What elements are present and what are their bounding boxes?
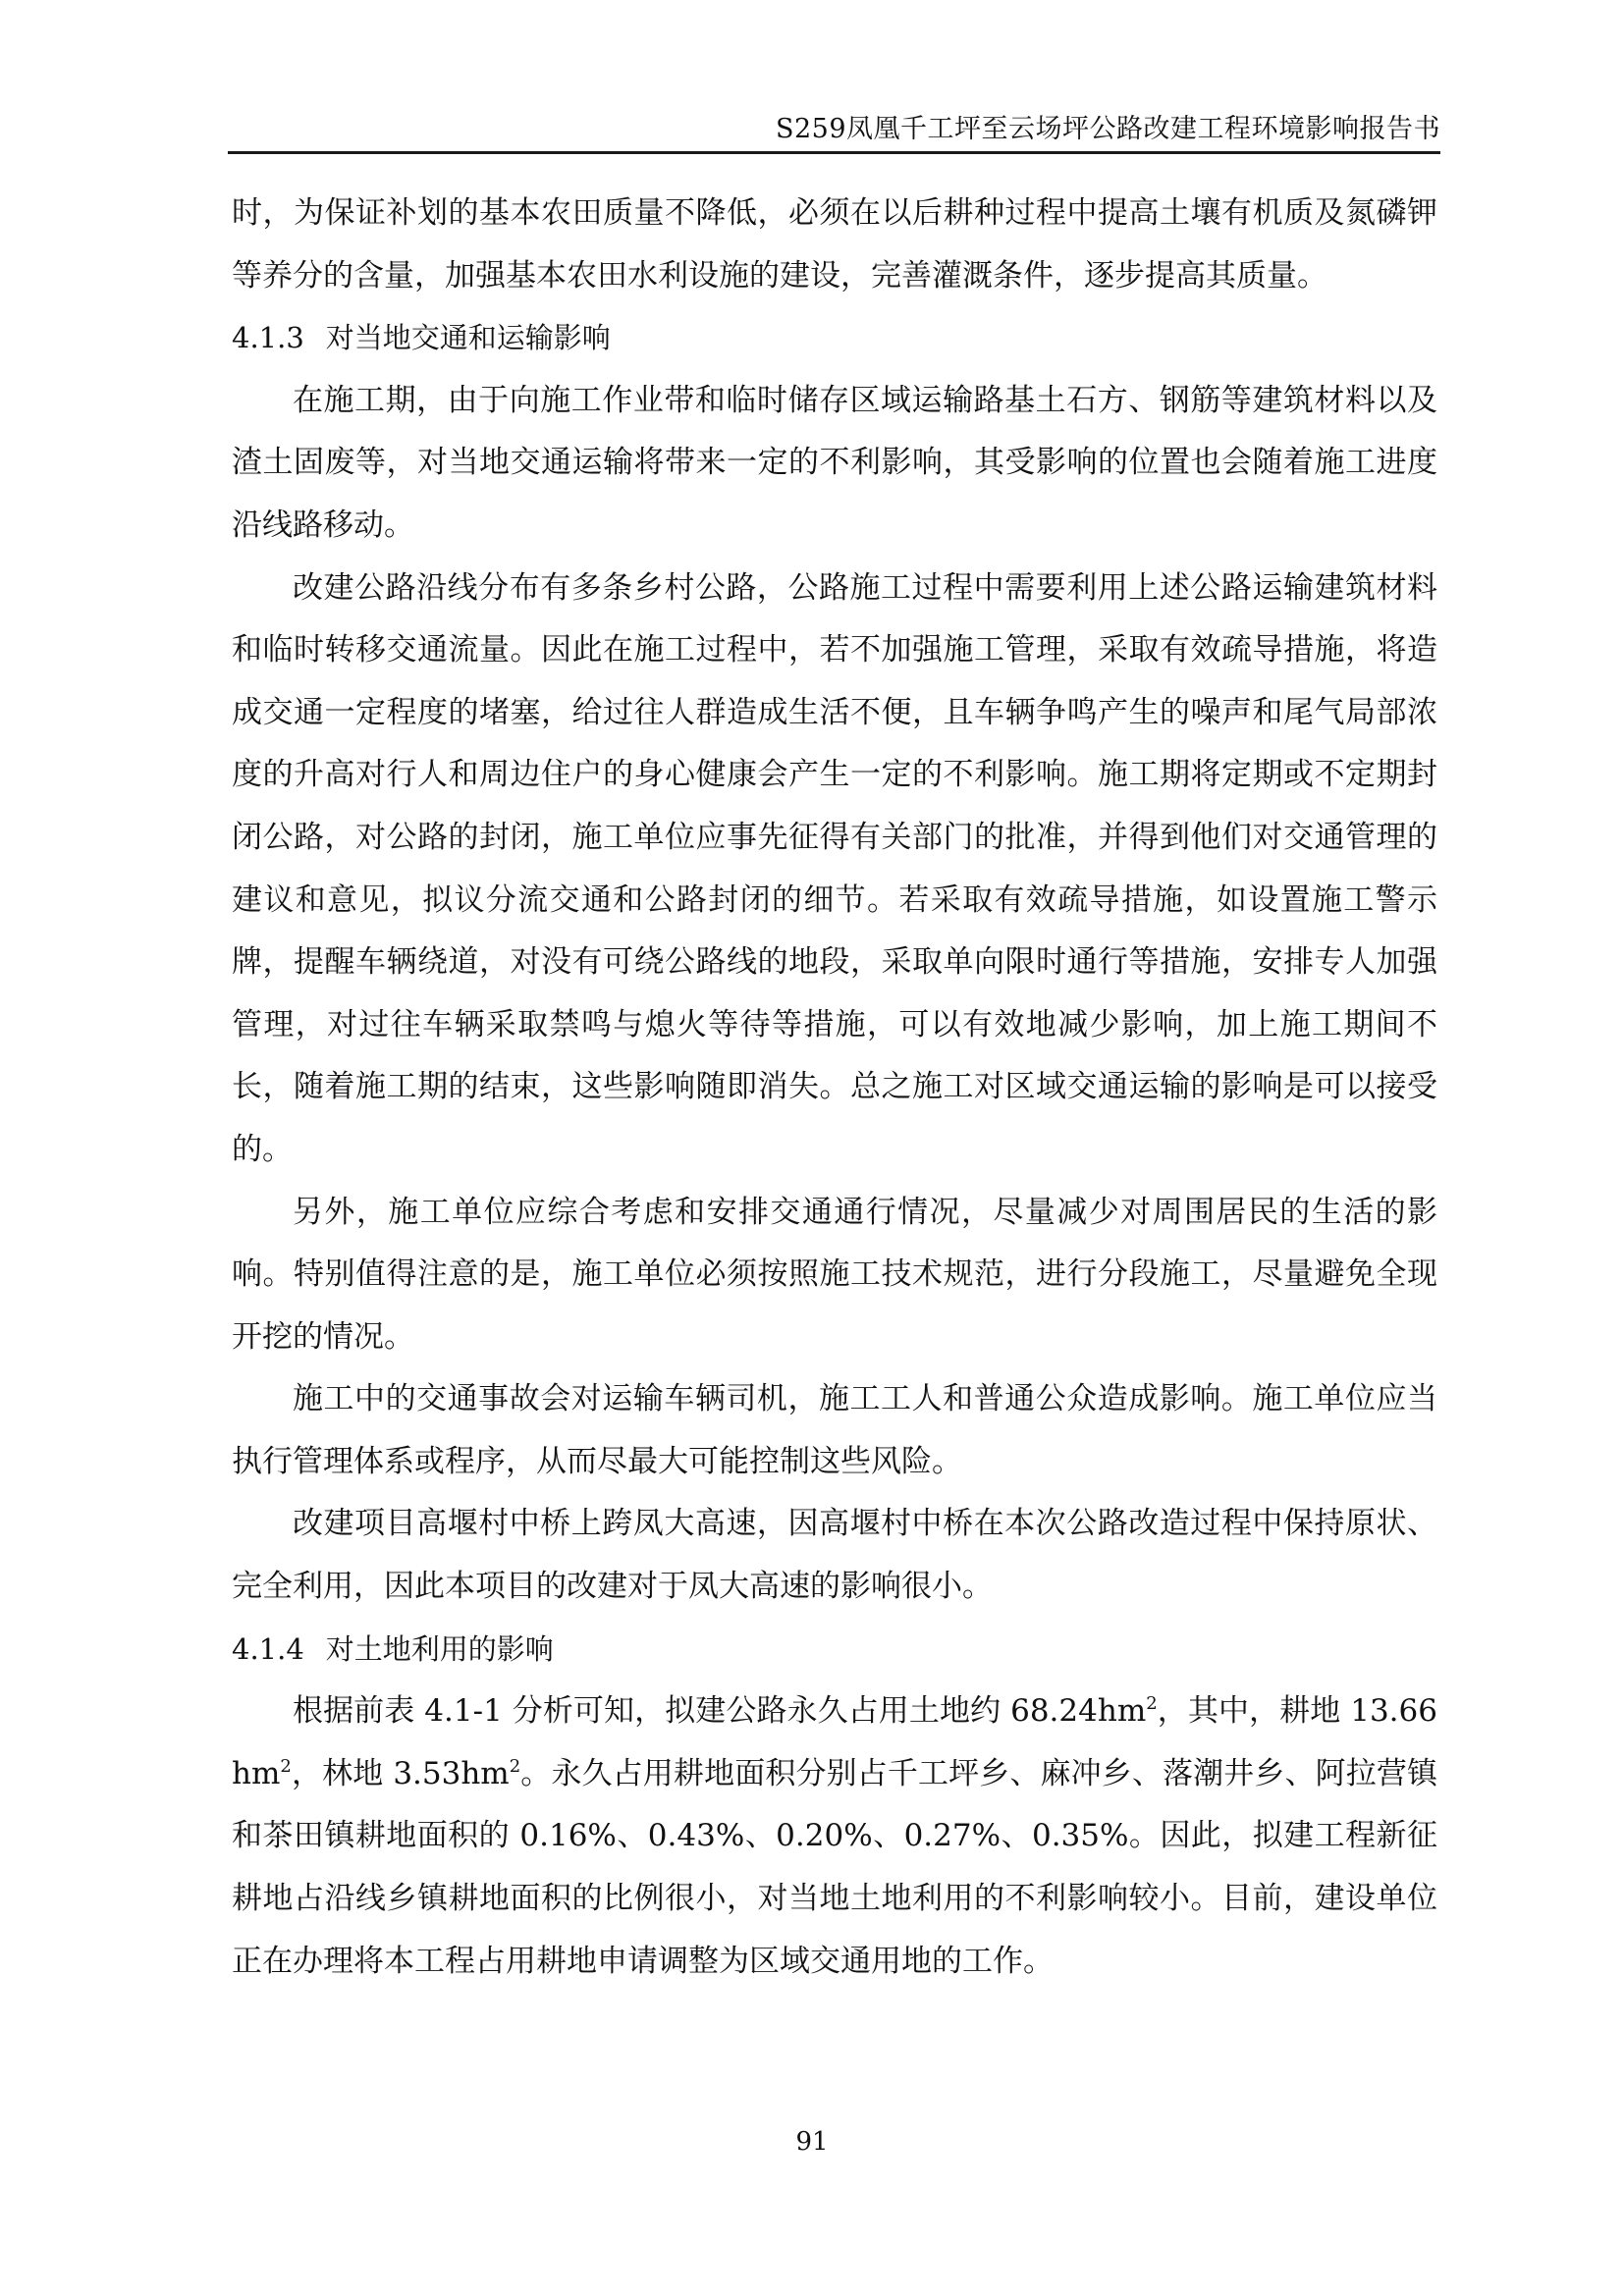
- section-heading: [232, 1619, 1437, 1682]
- section-title: 对土地利用的影响: [325, 1631, 554, 1666]
- section-title: 对当地交通和运输影响: [325, 321, 611, 355]
- paragraph: [232, 1368, 1437, 1493]
- paragraph: [232, 183, 1437, 307]
- paragraph-text: 改建公路沿线分布有多条乡村公路，公路施工过程中需要利用上述公路运输建筑材料和临时转移交通流量。因此在施工过程中，若不加强施工管理，采取有效疏导措施，将造成交通一定程度的堵塞，给过往人群造成生活不便，且车辆争鸣产生的噪声和尾气局部浓度的升高对行人和周边住户的身心健康会产生一定的不利影响。施工期将定期或不定期封闭公路，对公路的封闭，施工单位应事先征得有关部门的批准，并得到他们对交通管理的建议和意见，拟议分流交通和公路封闭的细节。若采取有效疏导措施，如设置施工警示牌，提醒车辆绕道，对没有可绕公路线的地段，采取单向限时通行等措施，安排专人加强管理，对过往车辆采取禁鸣与熄火等待等措施，可以有效地减少影响，加上施工期间不长，随着施工期的结束，这些影响随即消失。总之施工对区域交通运输的影响是可以接受的。: [232, 569, 1437, 1167]
- paragraph-text: 根据前表 4.1-1 分析可知，拟建公路永久占用土地约 68.24hm: [293, 1693, 1147, 1730]
- paragraph: [232, 370, 1437, 558]
- superscript: 2: [1146, 1693, 1158, 1715]
- paragraph: [232, 1182, 1437, 1369]
- paragraph-text: ，其中，耕地 13.66hm: [232, 1693, 1437, 1791]
- page-header: [228, 110, 1440, 154]
- paragraph-text: 另外，施工单位应综合考虑和安排交通通行情况，尽量减少对周围居民的生活的影响。特别值得注意的是，施工单位必须按照施工技术规范，进行分段施工，尽量避免全现开挖的情况。: [232, 1194, 1437, 1355]
- paragraph-text: 。永久占用耕地面积分别占千工坪乡、麻冲乡、落潮井乡、阿拉营镇和茶田镇耕地面积的 0.16%、0.43%、0.20%、0.27%、0.35%。因此，拟建工程新征耕地占沿线乡镇耕地面积的比例很小，对当地土地利用的不利影响较小。目前，建设单位正在办理将本工程占用耕地申请调整为区域交通用地的工作。: [232, 1755, 1437, 1979]
- section-number: 4.1.4: [232, 1631, 304, 1666]
- superscript: 2: [509, 1755, 521, 1777]
- paragraph: [232, 1493, 1437, 1618]
- paragraph-text: 改建项目高堰村中桥上跨凤大高速，因高堰村中桥在本次公路改造过程中保持原状、完全利用，因此本项目的改建对于凤大高速的影响很小。: [232, 1506, 1437, 1605]
- land-use-paragraph: [232, 1681, 1437, 1993]
- paragraph-text: 时，为保证补划的基本农田质量不降低，必须在以后耕种过程中提高土壤有机质及氮磷钾等养分的含量，加强基本农田水利设施的建设，完善灌溉条件，逐步提高其质量。: [232, 195, 1437, 294]
- paragraph-text: 在施工期，由于向施工作业带和临时储存区域运输路基土石方、钢筋等建筑材料以及渣土固废等，对当地交通运输将带来一定的不利影响，其受影响的位置也会随着施工进度沿线路移动。: [232, 382, 1437, 543]
- superscript: 2: [280, 1755, 292, 1777]
- paragraph: [232, 558, 1437, 1182]
- header-title: S259凤凰千工坪至云场坪公路改建工程环境影响报告书: [775, 114, 1440, 144]
- section-number: 4.1.3: [232, 321, 304, 355]
- section-heading: [232, 307, 1437, 370]
- paragraph-text: 施工中的交通事故会对运输车辆司机，施工工人和普通公众造成影响。施工单位应当执行管理体系或程序，从而尽最大可能控制这些风险。: [232, 1381, 1437, 1479]
- page-number: 91: [795, 2127, 829, 2157]
- document-body: [232, 183, 1437, 1993]
- paragraph-text: ，林地 3.53hm: [291, 1755, 510, 1791]
